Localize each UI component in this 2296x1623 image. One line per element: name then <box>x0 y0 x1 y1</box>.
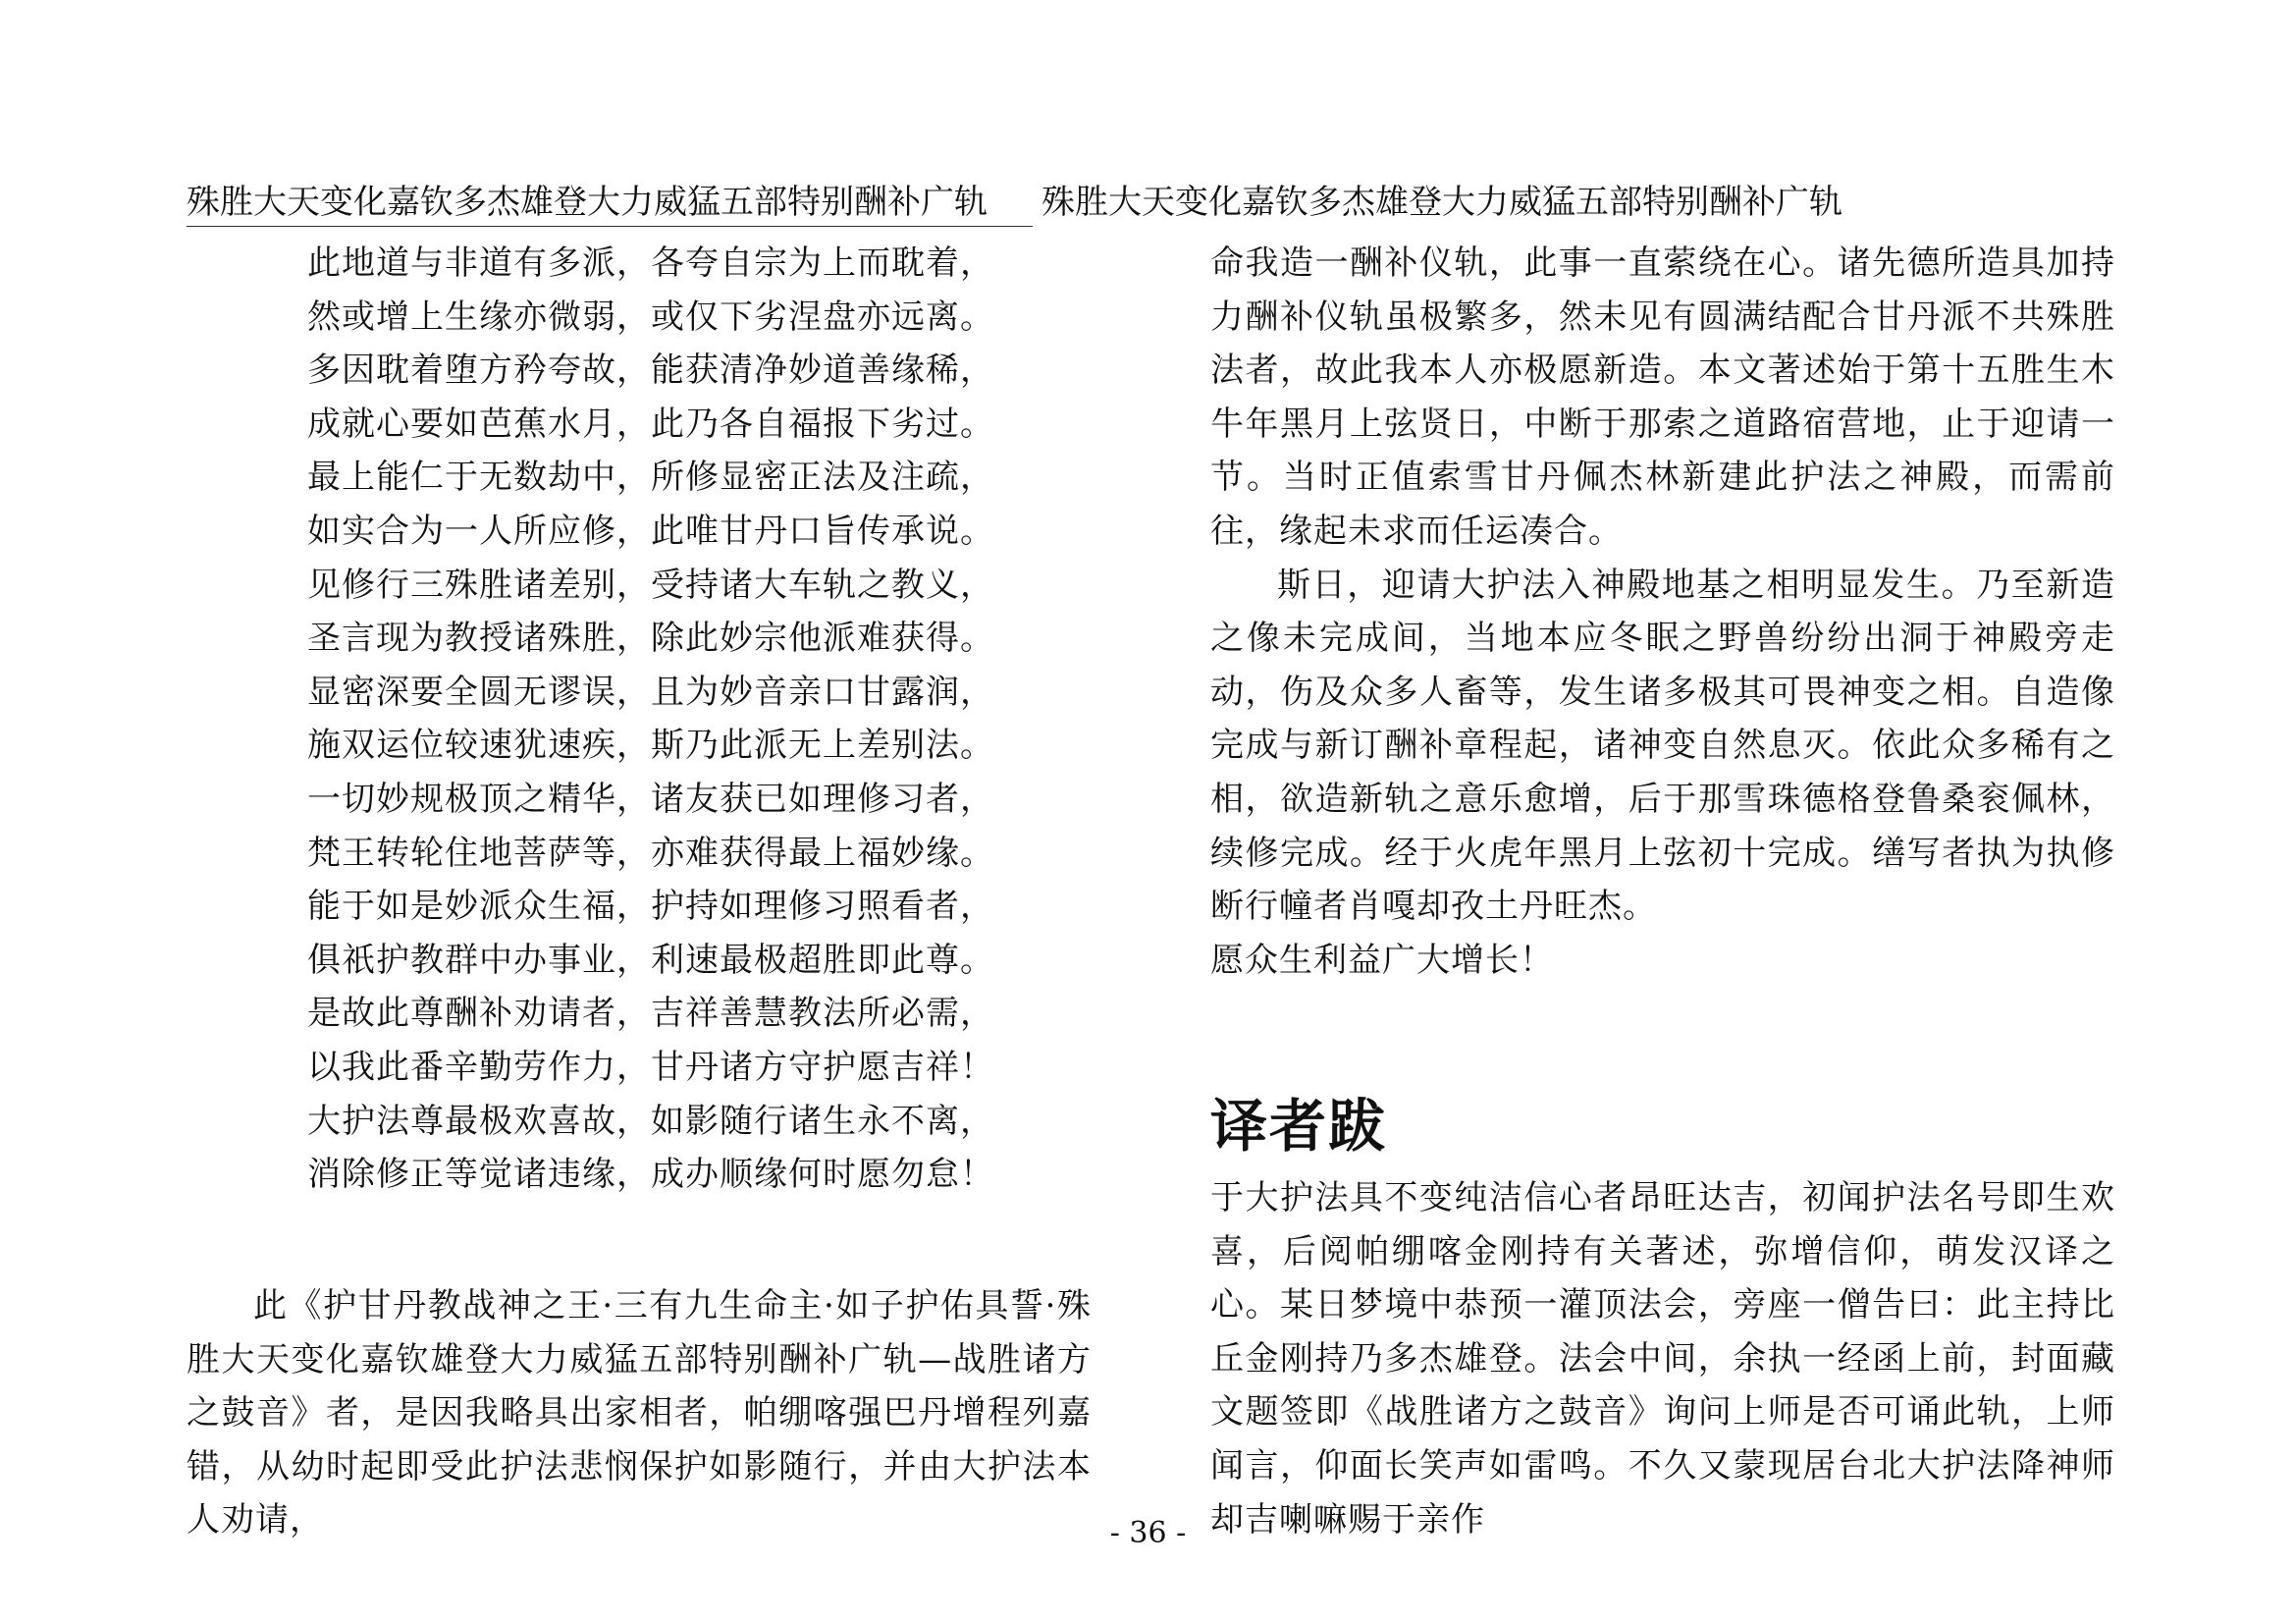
translator-note-title: 译者跋 <box>1210 1093 1388 1160</box>
colophon-paragraph: 命我造一酬补仪轨，此事一直萦绕在心。诸先德所造具加持力酬补仪轨虽极繁多，然未见有圆满结配合甘丹派不共殊胜法者，故此我本人亦极愿新造。本文著述始于第十五胜生木牛年黑月上弦贤日，中断于那索之道路宿营地，止于迎请一节。当时正值索雪甘丹佩杰林新建此护法之神殿，而需前往，缘起未求而任运凑合。 <box>1210 243 2115 551</box>
running-header-left: 殊胜大天变化嘉钦多杰雄登大力威猛五部特别酬补广轨 <box>187 183 988 222</box>
verse-line: 俱祇护教群中办事业，利速最极超胜即此尊。 <box>307 940 994 980</box>
verse-line: 是故此尊酬补劝请者，吉祥善慧教法所必需， <box>307 994 994 1034</box>
verse-line: 显密深要全圆无谬误，且为妙音亲口甘露润， <box>307 672 994 712</box>
verse-line: 消除修正等觉诸违缘，成办顺缘何时愿勿怠！ <box>307 1155 994 1195</box>
verse-line: 大护法尊最极欢喜故，如影随行诸生永不离， <box>307 1101 994 1141</box>
page-number: - 36 - <box>1109 1516 1187 1550</box>
verse-line: 见修行三殊胜诸差别，受持诸大车轨之教义， <box>307 565 994 605</box>
verse-line: 然或增上生缘亦微弱，或仅下劣涅盘亦远离。 <box>307 297 994 337</box>
colophon-paragraph: 斯日，迎请大护法入神殿地基之相明显发生。乃至新造之像未完成间，当地本应冬眠之野兽纷纷出洞于神殿旁走动，伤及众多人畜等，发生诸多极其可畏神变之相。自造像完成与新订酬补章程起，诸神变自然息灭。依此众多稀有之相，欲造新轨之意乐愈增，后于那雪珠德格登鲁桑衮佩林，续修完成。经于火虎年黑月上弦初十完成。缮写者执为执修断行幢者肖嘎却孜土丹旺杰。 <box>1210 565 2115 927</box>
verse-line: 成就心要如芭蕉水月，此乃各自福报下劣过。 <box>307 404 994 444</box>
verse-line: 以我此番辛勤劳作力，甘丹诸方守护愿吉祥！ <box>307 1047 994 1087</box>
header-rule <box>187 226 1033 227</box>
verse-line: 一切妙规极顶之精华，诸友获已如理修习者， <box>307 779 994 819</box>
translator-note-text: 于大护法具不变纯洁信心者昂旺达吉，初闻护法名号即生欢喜，后阅帕绷喀金刚持有关著述，弥增信仰，萌发汉译之心。某日梦境中恭预一灌顶法会，旁座一僧告曰：此主持比丘金刚持乃多杰雄登。法会中间，余执一经函上前，封面藏文题签即《战胜诸方之鼓音》询问上师是否可诵此轨，上师闻言，仰面长笑声如雷鸣。不久又蒙现居台北大护法降神师却吉喇嘛赐于亲作 <box>1210 1178 2115 1540</box>
colophon-paragraph-left: 此《护甘丹教战神之王·三有九生命主·如子护佑具誓·殊胜大天变化嘉钦雄登大力威猛五部特别酬补广轨—战胜诸方之鼓音》者，是因我略具出家相者，帕绷喀强巴丹增程列嘉错，从幼时起即受此护法悲悯保护如影随行，并由大护法本人劝请， <box>187 1286 1092 1541</box>
verse-line: 如实合为一人所应修，此唯甘丹口旨传承说。 <box>307 511 994 551</box>
verse-block <box>307 237 994 1202</box>
verse-line: 能于如是妙派众生福，护持如理修习照看者， <box>307 887 994 927</box>
verse-line: 圣言现为教授诸殊胜，除此妙宗他派难获得。 <box>307 619 994 659</box>
verse-line: 多因耽着堕方矜夸故，能获清净妙道善缘稀， <box>307 351 994 391</box>
verse-line: 最上能仁于无数劫中，所修显密正法及注疏， <box>307 458 994 498</box>
running-header-right: 殊胜大天变化嘉钦多杰雄登大力威猛五部特别酬补广轨 <box>1041 183 1842 222</box>
colophon-dedication: 愿众生利益广大增长！ <box>1210 940 1554 980</box>
verse-line: 施双运位较速犹速疾，斯乃此派无上差别法。 <box>307 726 994 766</box>
colophon-continuation <box>1210 237 2115 987</box>
verse-line: 此地道与非道有多派，各夸自宗为上而耽着， <box>307 243 994 283</box>
verse-line: 梵王转轮住地菩萨等，亦难获得最上福妙缘。 <box>307 833 994 873</box>
